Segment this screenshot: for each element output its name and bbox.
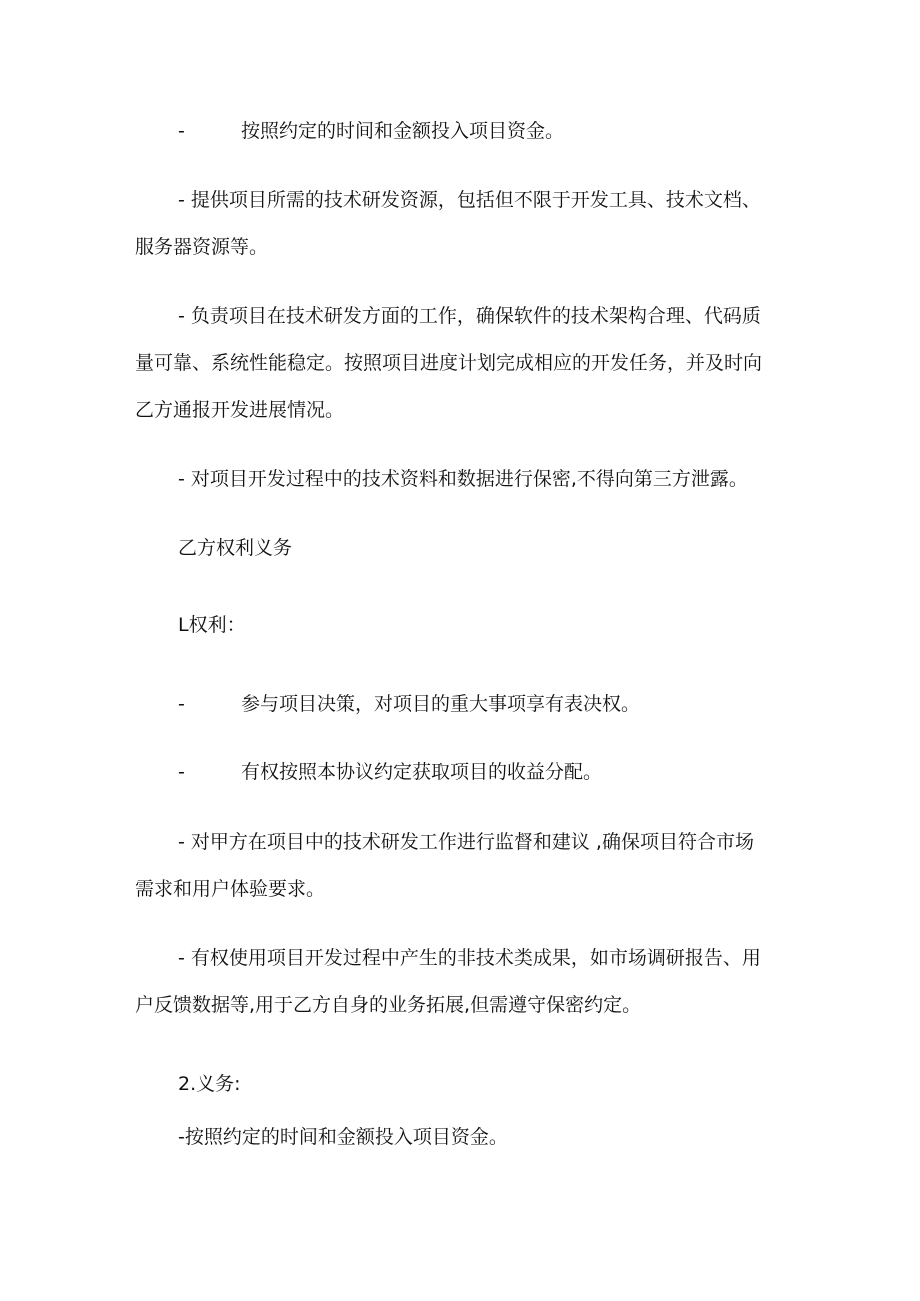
item2-line2: 服务器资源等。 bbox=[135, 236, 269, 258]
right4-line2: 户反馈数据等,用于乙方自身的业务拓展,但需遵守保密约定。 bbox=[135, 994, 642, 1016]
item3-line2: 量可靠、系统性能稳定。按照项目进度计划完成相应的开发任务，并及时向 bbox=[135, 352, 763, 374]
obligation1-text: -按照约定的时间和金额投入项目资金。 bbox=[178, 1126, 508, 1148]
right3-line2: 需求和用户体验要求。 bbox=[135, 878, 326, 900]
obligations-heading: 2.义务: bbox=[178, 1073, 241, 1095]
right4-line1: - 有权使用项目开发过程中产生的非技术类成果，如市场调研报告、用 bbox=[178, 947, 761, 969]
item3-line1: - 负责项目在技术研发方面的工作，确保软件的技术架构合理、代码质 bbox=[178, 305, 761, 327]
item1-dash: - bbox=[178, 120, 185, 142]
item4-line1: - 对项目开发过程中的技术资料和数据进行保密,不得向第三方泄露。 bbox=[178, 468, 748, 490]
right2-text: 有权按照本协议约定获取项目的收益分配。 bbox=[241, 761, 603, 783]
section-heading: 乙方权利义务 bbox=[178, 537, 293, 559]
right1-text: 参与项目决策，对项目的重大事项享有表决权。 bbox=[241, 693, 641, 715]
right3-line1: - 对甲方在项目中的技术研发工作进行监督和建议 ,确保项目符合市场 bbox=[178, 831, 754, 853]
item2-line1: - 提供项目所需的技术研发资源，包括但不限于开发工具、技术文档、 bbox=[178, 189, 761, 211]
rights-heading: L权利： bbox=[178, 614, 246, 636]
right2-dash: - bbox=[178, 761, 185, 783]
item3-line3: 乙方通报开发进展情况。 bbox=[135, 399, 345, 421]
item1-text: 按照约定的时间和金额投入项目资金。 bbox=[241, 120, 565, 142]
right1-dash: - bbox=[178, 693, 185, 715]
